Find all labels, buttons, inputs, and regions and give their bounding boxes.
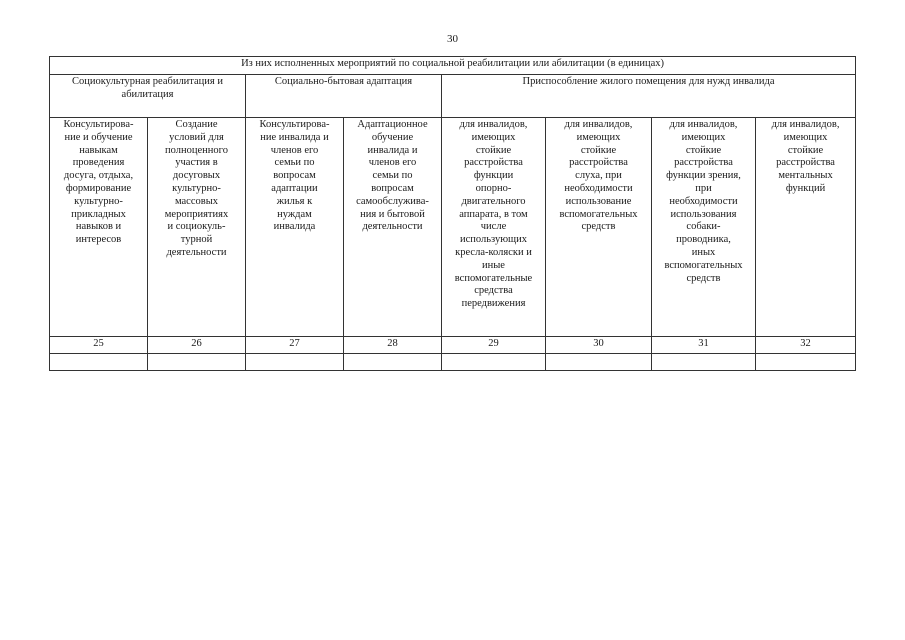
data-row (50, 354, 856, 371)
column-number-cell: 27 (246, 337, 344, 354)
column-number-cell: 28 (344, 337, 442, 354)
data-cell[interactable] (546, 354, 652, 371)
group-header-household: Социально-бытовая адаптация (246, 75, 442, 118)
subheader-row (50, 118, 856, 337)
main-header-row (50, 57, 856, 75)
column-number-cell: 30 (546, 337, 652, 354)
subheader-cell: для инвалидов, имеющих стойкие расстройства функции опорно- двигательного аппарата, в том числе использующих кресла-коляски и иные вспомогательные средства передвижения (442, 118, 546, 337)
subheader-cell: Адаптационное обучение инвалида и членов его семьи по вопросам самообслужива- ния и бытовой деятельности (344, 118, 442, 337)
column-number-cell: 29 (442, 337, 546, 354)
data-cell[interactable] (442, 354, 546, 371)
data-cell[interactable] (50, 354, 148, 371)
data-cell[interactable] (344, 354, 442, 371)
group-header-row (50, 75, 856, 118)
subheader-cell: для инвалидов, имеющих стойкие расстройства ментальных функций (756, 118, 856, 337)
page-number: 30 (447, 33, 458, 45)
group-header-sociocultural: Социокультурная реабилитация и абилитация (50, 75, 246, 118)
column-number-row (50, 337, 856, 354)
subheader-cell: Создание условий для полноценного участия в досуговых культурно- массовых мероприятиях и социокуль- турной деятельности (148, 118, 246, 337)
column-number-cell: 25 (50, 337, 148, 354)
data-cell[interactable] (756, 354, 856, 371)
subheader-cell: Консультирова- ние инвалида и членов его семьи по вопросам адаптации жилья к нуждам инвалида (246, 118, 344, 337)
column-number-cell: 31 (652, 337, 756, 354)
column-number-cell: 32 (756, 337, 856, 354)
data-cell[interactable] (148, 354, 246, 371)
data-cell[interactable] (246, 354, 344, 371)
subheader-cell: Консультирова- ние и обучение навыкам проведения досуга, отдыха, формирование культурно- прикладных навыков и интересов (50, 118, 148, 337)
subheader-cell: для инвалидов, имеющих стойкие расстройства слуха, при необходимости использование вспомогательных средств (546, 118, 652, 337)
main-header-cell: Из них исполненных мероприятий по социальной реабилитации или абилитации (в единицах) (50, 57, 856, 75)
group-header-housing: Приспособление жилого помещения для нужд инвалида (442, 75, 856, 118)
report-table (49, 56, 856, 371)
column-number-cell: 26 (148, 337, 246, 354)
subheader-cell: для инвалидов, имеющих стойкие расстройства функции зрения, при необходимости использования собаки- проводника, иных вспомогательных средств (652, 118, 756, 337)
data-cell[interactable] (652, 354, 756, 371)
